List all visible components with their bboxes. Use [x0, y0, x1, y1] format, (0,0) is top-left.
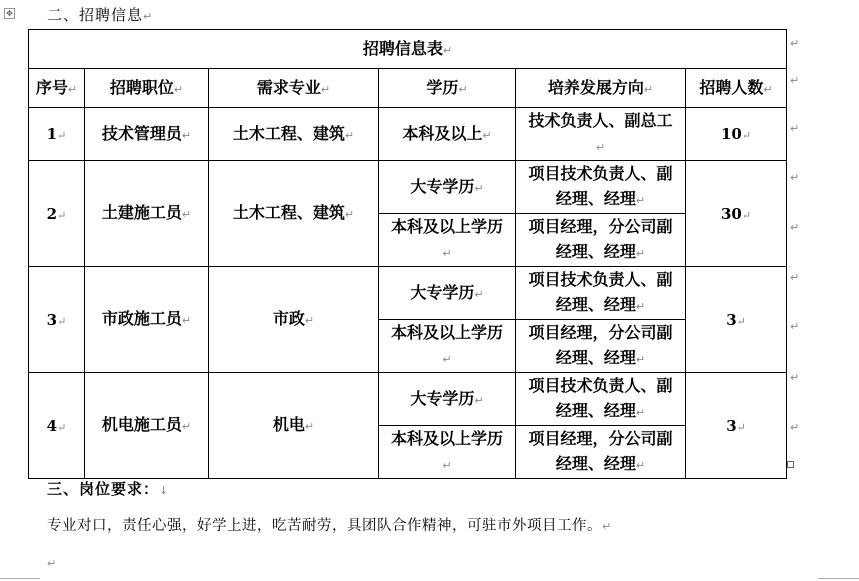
column-header: [209, 69, 379, 108]
direction-cell-value: 项目经理，分公司副经理、经理: [528, 323, 673, 367]
headcount-cell-text: [686, 417, 786, 435]
cell-end-mark: ↵: [181, 208, 192, 221]
major-cell-text: [209, 412, 378, 439]
direction-cell-text: [526, 267, 676, 319]
direction-cell-value: 项目经理，分公司副经理、经理: [528, 217, 673, 261]
recruitment-table: [28, 29, 787, 479]
education-cell-text: [379, 121, 515, 148]
direction-cell-text: [526, 214, 676, 266]
cell-end-mark: ↵: [458, 82, 468, 96]
headcount-cell-value: 3: [726, 310, 737, 329]
direction-cell-text: [526, 108, 676, 160]
education-cell-value: 大专学历: [410, 388, 475, 408]
education-cell-text: [379, 386, 515, 413]
headcount-cell-text: [686, 205, 786, 223]
cell-end-mark: ↵: [320, 82, 331, 96]
cell-end-mark: ↵: [442, 459, 452, 472]
column-header: [686, 69, 787, 108]
cell-end-mark: ↵: [304, 314, 315, 327]
row-number-cell: [29, 108, 85, 161]
major-cell-value: 土木工程、建筑: [232, 123, 345, 143]
page-margin-line: [818, 578, 859, 579]
cell-end-mark: ↵: [635, 194, 646, 207]
row-number-cell: [29, 373, 85, 479]
cell-end-mark: ↵: [57, 129, 67, 142]
direction-cell-value: 项目技术负责人、副经理、经理: [528, 164, 673, 208]
row-end-mark: ↵: [790, 371, 800, 384]
cell-end-mark: ↵: [741, 129, 752, 142]
direction-cell: [516, 426, 686, 479]
row-end-mark: ↵: [790, 122, 800, 135]
education-cell-text: [379, 174, 515, 201]
row-end-mark: ↵: [790, 271, 800, 284]
column-header-value: 序号: [35, 77, 68, 97]
position-cell-text: [85, 121, 208, 148]
education-cell-text: [387, 320, 507, 372]
column-header-text: [29, 75, 84, 102]
major-cell-value: 市政: [272, 309, 305, 328]
table-header-row: [29, 69, 787, 108]
cell-end-mark: ↵: [344, 208, 355, 221]
row-number-cell-text: [29, 125, 84, 143]
row-number-cell: [29, 267, 85, 373]
position-cell: [85, 161, 209, 267]
direction-cell: [516, 267, 686, 320]
cell-end-mark: ↵: [595, 141, 606, 154]
education-cell: [379, 214, 516, 267]
cell-end-mark: ↵: [741, 208, 752, 222]
major-cell-text: [209, 306, 378, 333]
cell-end-mark: ↵: [344, 128, 355, 142]
row-end-mark: ↵: [790, 421, 800, 434]
cell-end-mark: ↵: [442, 247, 452, 260]
column-header: [516, 69, 686, 108]
column-header-text: [209, 75, 378, 102]
row-number-cell-value: 1: [46, 125, 58, 143]
major-cell: [209, 267, 379, 373]
column-header-value: 学历: [426, 77, 459, 97]
headcount-cell-value: 10: [720, 125, 742, 143]
direction-cell-text: [526, 161, 676, 213]
row-number-cell-text: [29, 205, 84, 223]
education-cell-text: [387, 214, 507, 266]
education-cell-value: 本科及以上学历: [390, 217, 503, 236]
cell-end-mark: ↵: [635, 247, 646, 260]
headcount-cell-value: 30: [720, 204, 742, 223]
direction-cell: [516, 373, 686, 426]
cell-end-mark: ↵: [57, 208, 67, 222]
education-cell-value: 本科及以上: [402, 123, 483, 143]
cell-end-mark: ↵: [635, 353, 646, 366]
column-header-text: [516, 75, 685, 102]
headcount-cell: [686, 161, 787, 267]
table-row: [29, 373, 787, 426]
cell-end-mark: ↵: [304, 420, 315, 433]
major-cell-value: 土木工程、建筑: [232, 203, 345, 222]
education-cell-value: 本科及以上学历: [390, 323, 503, 342]
cell-end-mark: ↵: [442, 43, 453, 57]
column-header-value: 培养发展方向: [547, 77, 644, 97]
cell-end-mark: ↵: [736, 314, 746, 328]
education-cell-value: 大专学历: [410, 282, 475, 302]
position-cell-text: [85, 412, 208, 439]
major-cell: [209, 373, 379, 479]
education-cell: [379, 373, 516, 426]
education-cell: [379, 108, 516, 161]
row-end-mark: ↵: [790, 320, 800, 333]
position-cell-text: [85, 306, 208, 333]
direction-cell: [516, 214, 686, 267]
cell-end-mark: ↵: [763, 82, 773, 96]
headcount-cell: [686, 108, 787, 161]
direction-cell-text: [526, 320, 676, 372]
cell-end-mark: ↵: [736, 420, 746, 434]
headcount-cell-text: [686, 125, 786, 143]
row-number-cell-value: 4: [46, 416, 58, 435]
cell-end-mark: ↵: [173, 82, 184, 96]
direction-cell: [516, 108, 686, 161]
education-cell: [379, 426, 516, 479]
education-cell-value: 大专学历: [410, 176, 475, 196]
cell-end-mark: ↵: [635, 459, 646, 472]
education-cell-text: [379, 280, 515, 307]
cell-end-mark: ↵: [181, 420, 192, 433]
position-cell-text: [85, 200, 208, 227]
cell-end-mark: ↵: [57, 420, 67, 434]
row-end-mark: ↵: [790, 74, 800, 87]
position-cell-value: 技术管理员: [101, 123, 182, 143]
column-header-value: 需求专业: [256, 77, 321, 97]
row-end-mark: ↵: [790, 221, 800, 234]
position-cell-value: 市政施工员: [101, 309, 182, 328]
direction-cell: [516, 161, 686, 214]
table-row: [29, 161, 787, 214]
education-cell: [379, 161, 516, 214]
direction-cell-value: 项目经理，分公司副经理、经理: [528, 429, 673, 473]
section-3-heading: 三、岗位要求：↓: [47, 480, 170, 498]
table-title-row: [29, 30, 787, 69]
paragraph-mark: ↵: [47, 557, 57, 570]
cell-end-mark: ↵: [474, 287, 484, 301]
table-resize-handle[interactable]: [787, 461, 794, 468]
position-cell: [85, 373, 209, 479]
position-cell: [85, 267, 209, 373]
headcount-cell-value: 3: [726, 416, 737, 435]
position-cell-value: 机电施工员: [101, 415, 182, 434]
row-end-mark: ↵: [790, 37, 800, 50]
direction-cell-text: [526, 426, 676, 478]
requirements-text: 专业对口，责任心强，好学上进，吃苦耐劳，具团队合作精神，可驻市外项目工作。↵: [47, 518, 612, 534]
column-header: [379, 69, 516, 108]
table-row: [29, 267, 787, 320]
major-cell-value: 机电: [272, 415, 305, 434]
education-cell-text: [387, 426, 507, 478]
row-number-cell-value: 3: [46, 310, 58, 329]
row-number-cell: [29, 161, 85, 267]
row-number-cell-text: [29, 311, 84, 329]
row-number-cell-text: [29, 417, 84, 435]
row-end-mark: ↵: [790, 171, 800, 184]
education-cell: [379, 267, 516, 320]
section-2-heading: 二、招聘信息↵: [47, 6, 154, 24]
direction-cell-text: [526, 373, 676, 425]
direction-cell: [516, 320, 686, 373]
cell-end-mark: ↵: [474, 181, 484, 195]
headcount-cell: [686, 267, 787, 373]
table-title-value: 招聘信息表: [362, 38, 443, 58]
table-move-handle-icon[interactable]: ✥: [4, 8, 15, 19]
column-header-text: [85, 75, 208, 102]
cell-end-mark: ↵: [442, 353, 452, 366]
cell-end-mark: ↵: [643, 82, 654, 96]
cell-end-mark: ↵: [181, 314, 192, 327]
table-title: [29, 30, 787, 69]
column-header: [85, 69, 209, 108]
column-header-text: [686, 75, 786, 102]
direction-cell-value: 项目技术负责人、副经理、经理: [528, 376, 673, 420]
position-cell-value: 土建施工员: [101, 203, 182, 222]
headcount-cell-text: [686, 311, 786, 329]
column-header-value: 招聘职位: [109, 77, 174, 97]
education-cell: [379, 320, 516, 373]
direction-cell-value: 项目技术负责人、副经理、经理: [528, 270, 673, 314]
column-header-value: 招聘人数: [699, 77, 764, 97]
table-row: [29, 108, 787, 161]
cell-end-mark: ↵: [181, 128, 192, 142]
education-cell-value: 本科及以上学历: [390, 429, 503, 448]
column-header: [29, 69, 85, 108]
table-title-text: [29, 36, 786, 63]
cell-end-mark: ↵: [635, 406, 646, 419]
column-header-text: [379, 75, 515, 102]
major-cell: [209, 161, 379, 267]
major-cell: [209, 108, 379, 161]
position-cell: [85, 108, 209, 161]
direction-cell-value: 技术负责人、副总工: [528, 111, 673, 130]
major-cell-text: [209, 200, 378, 227]
cell-end-mark: ↵: [67, 82, 78, 96]
headcount-cell: [686, 373, 787, 479]
cell-end-mark: ↵: [482, 128, 492, 142]
cell-end-mark: ↵: [474, 393, 484, 407]
cell-end-mark: ↵: [57, 314, 67, 328]
row-number-cell-value: 2: [46, 204, 58, 223]
major-cell-text: [209, 121, 378, 148]
cell-end-mark: ↵: [635, 300, 646, 313]
page-margin-line: [0, 578, 40, 579]
